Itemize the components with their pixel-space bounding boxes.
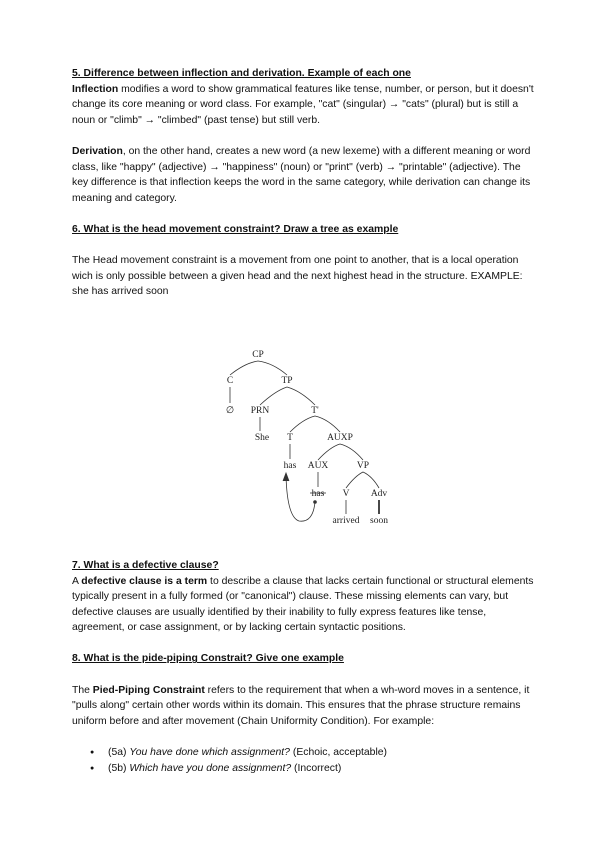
node-soon: soon (370, 516, 388, 526)
node-null: ∅ (225, 406, 235, 416)
arrow-tail-dot (313, 500, 317, 504)
branch-tp (260, 387, 315, 405)
node-adv: Adv (370, 489, 388, 499)
node-aux: AUX (307, 461, 329, 471)
list-item: ● (5b) Which have you done assignment? (Incorrect) (108, 761, 534, 777)
node-c: C (226, 376, 234, 386)
example-list (72, 745, 534, 776)
list-item: ● (5a) You have done which assignment? (Echoic, acceptable) (108, 745, 534, 761)
q6-paragraph: The Head movement constraint is a movement from one point to another, that is a local operation wich is only possible between a given head and the next highest head in the structure. EXAMPLE: she has arrived soon (72, 255, 523, 298)
term-pied-piping: Pied-Piping Constraint (92, 684, 205, 696)
term-defective-clause: defective clause is a term (81, 575, 208, 587)
node-she: She (254, 433, 270, 443)
q5-paragraph-derivation: Derivation, on the other hand, creates a new word (a new lexeme) with a different meaning or word class, like "happy" (adjective) → "happiness" (noun) or "print" (verb) → "printable" (adjective). The key difference is that inflection keeps the word in the same category, while derivation can change its meaning and category. (72, 145, 531, 204)
node-t: T (287, 433, 293, 443)
q7-paragraph: A defective clause is a term to describe a clause that lacks certain functional or structural elements typically present in a fully formed (or "canonical") clause. These missing elements can vary, but defective clauses are usually identified by their inability to fully express features like tense, agreement, or case assignment, or by lacking certain syntactic positions. (72, 575, 534, 634)
node-cp: CP (252, 350, 264, 360)
node-has: has (283, 461, 297, 471)
q7-heading: 7. What is a defective clause? (72, 559, 219, 571)
q8-heading: 8. What is the pide-piping Constrait? Give one example (72, 653, 344, 665)
term-inflection: Inflection (72, 83, 119, 95)
node-vp: VP (356, 461, 370, 471)
node-arrived: arrived (332, 516, 360, 526)
node-auxp: AUXP (327, 433, 353, 443)
branch-cp (230, 361, 287, 375)
term-derivation: Derivation (72, 145, 123, 157)
arrow-head (283, 473, 289, 481)
node-tp: TP (281, 376, 293, 386)
node-v: V (342, 489, 350, 499)
node-tbar: T' (311, 406, 319, 416)
branch-tbar (290, 416, 340, 432)
q6-heading: 6. What is the head movement constraint? Draw a tree as example (72, 223, 399, 235)
movement-arrow (286, 475, 315, 521)
syntax-tree (215, 345, 415, 535)
node-has-trace: has (311, 489, 325, 499)
branch-auxp (318, 444, 363, 460)
q5-paragraph-inflection: Inflection modifies a word to show grammatical features like tense, number, or person, but it doesn't change its core meaning or word class. For example, "cat" (singular) → "cats" (plural) but is still a noun or "climb" → "climbed" (past tense) but still verb. (72, 83, 534, 126)
q8-paragraph: The Pied-Piping Constraint refers to the requirement that when a wh-word moves in a sentence, it "pulls along" certain other words within its domain. This ensures that the phrase structure remains uniform before and after movement (Chain Uniformity Condition). For example: (72, 684, 530, 727)
q5-heading: 5. Difference between inflection and derivation. Example of each one (72, 68, 411, 79)
node-prn: PRN (250, 406, 270, 416)
branch-vp (346, 472, 379, 488)
